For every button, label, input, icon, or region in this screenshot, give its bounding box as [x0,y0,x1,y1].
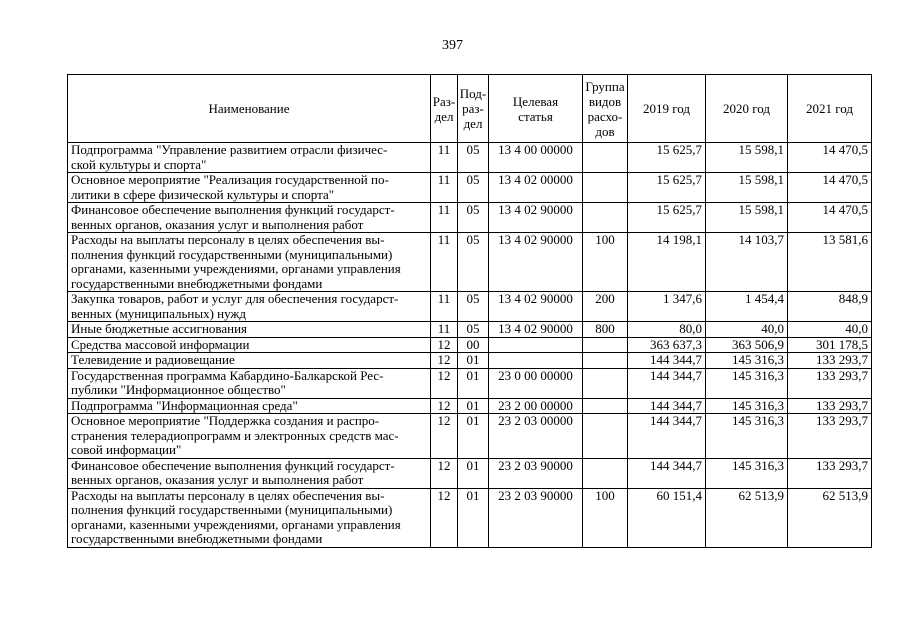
cell-name: Основное мероприятие "Реализация государственной по- литики в сфере физической культуры и спорта" [68,173,431,203]
cell-2021: 13 581,6 [788,233,872,292]
cell-2019: 1 347,6 [628,292,706,322]
cell-2019: 15 625,7 [628,173,706,203]
cell-razdel: 12 [431,414,458,459]
cell-podrazdel: 05 [458,203,489,233]
cell-2019: 60 151,4 [628,488,706,547]
cell-2020: 62 513,9 [706,488,788,547]
table-row [68,414,872,459]
cell-2020: 15 598,1 [706,143,788,173]
header-name: Наименование [68,75,431,143]
table-row [68,337,872,353]
cell-2021: 40,0 [788,322,872,338]
table-body [68,143,872,548]
cell-name: Расходы на выплаты персоналу в целях обеспечения вы- полнения функций государственными (муниципальными) органами, казенными учреждениями, органами управления государственными внебюджетными фондами [68,488,431,547]
cell-razdel: 11 [431,143,458,173]
cell-gruppa [583,337,628,353]
cell-2021: 62 513,9 [788,488,872,547]
cell-podrazdel: 01 [458,488,489,547]
cell-2021: 133 293,7 [788,353,872,369]
cell-2021: 848,9 [788,292,872,322]
cell-2020: 145 316,3 [706,414,788,459]
cell-name: Средства массовой информации [68,337,431,353]
cell-statya: 23 0 00 00000 [489,368,583,398]
cell-2019: 15 625,7 [628,143,706,173]
cell-2021: 14 470,5 [788,173,872,203]
table-row [68,488,872,547]
cell-podrazdel: 00 [458,337,489,353]
cell-razdel: 11 [431,233,458,292]
cell-podrazdel: 05 [458,292,489,322]
table-row [68,143,872,173]
cell-gruppa [583,353,628,369]
cell-2020: 15 598,1 [706,173,788,203]
header-razdel: Раз- дел [431,75,458,143]
cell-gruppa: 100 [583,488,628,547]
cell-2021: 301 178,5 [788,337,872,353]
cell-2020: 15 598,1 [706,203,788,233]
cell-2019: 144 344,7 [628,458,706,488]
cell-2019: 144 344,7 [628,368,706,398]
table-row [68,353,872,369]
cell-podrazdel: 01 [458,458,489,488]
cell-razdel: 11 [431,203,458,233]
cell-podrazdel: 01 [458,414,489,459]
table-row [68,233,872,292]
header-row [68,75,872,143]
header-2020: 2020 год [706,75,788,143]
cell-gruppa [583,368,628,398]
cell-statya: 23 2 03 00000 [489,414,583,459]
cell-name: Подпрограмма "Управление развитием отрасли физичес- ской культуры и спорта" [68,143,431,173]
cell-gruppa [583,143,628,173]
table-row [68,173,872,203]
cell-name: Финансовое обеспечение выполнения функций государст- венных органов, оказания услуг и выполнения работ [68,458,431,488]
header-2021: 2021 год [788,75,872,143]
cell-2019: 14 198,1 [628,233,706,292]
header-gruppa: Группа видов расхо- дов [583,75,628,143]
cell-statya: 13 4 02 90000 [489,292,583,322]
cell-2020: 1 454,4 [706,292,788,322]
cell-2020: 145 316,3 [706,353,788,369]
cell-podrazdel: 05 [458,143,489,173]
cell-2020: 145 316,3 [706,368,788,398]
cell-name: Финансовое обеспечение выполнения функций государст- венных органов, оказания услуг и выполнения работ [68,203,431,233]
cell-razdel: 12 [431,458,458,488]
cell-2021: 14 470,5 [788,143,872,173]
table-row [68,322,872,338]
cell-name: Закупка товаров, работ и услуг для обеспечения государст- венных (муниципальных) нужд [68,292,431,322]
cell-gruppa [583,414,628,459]
cell-2021: 133 293,7 [788,398,872,414]
table-row [68,458,872,488]
cell-podrazdel: 05 [458,173,489,203]
cell-2019: 144 344,7 [628,353,706,369]
table-row [68,292,872,322]
cell-statya: 13 4 02 90000 [489,233,583,292]
cell-podrazdel: 01 [458,353,489,369]
table-row [68,368,872,398]
cell-name: Иные бюджетные ассигнования [68,322,431,338]
cell-2020: 40,0 [706,322,788,338]
cell-2020: 363 506,9 [706,337,788,353]
cell-name: Расходы на выплаты персоналу в целях обеспечения вы- полнения функций государственными (муниципальными) органами, казенными учреждениями, органами управления государственными внебюджетными фондами [68,233,431,292]
cell-2021: 133 293,7 [788,414,872,459]
cell-2020: 145 316,3 [706,458,788,488]
cell-gruppa: 800 [583,322,628,338]
cell-razdel: 12 [431,337,458,353]
header-statya: Целевая статья [489,75,583,143]
cell-2021: 133 293,7 [788,368,872,398]
header-2019: 2019 год [628,75,706,143]
table-row [68,203,872,233]
table-header [68,75,872,143]
cell-statya: 13 4 02 00000 [489,173,583,203]
cell-gruppa [583,458,628,488]
cell-2019: 363 637,3 [628,337,706,353]
cell-statya: 23 2 03 90000 [489,458,583,488]
cell-gruppa: 200 [583,292,628,322]
cell-2019: 144 344,7 [628,414,706,459]
cell-statya [489,337,583,353]
cell-name: Подпрограмма "Информационная среда" [68,398,431,414]
cell-statya: 13 4 02 90000 [489,203,583,233]
cell-name: Основное мероприятие "Поддержка создания и распро- странения телерадиопрограмм и электронных средств мас- совой информации" [68,414,431,459]
cell-2019: 15 625,7 [628,203,706,233]
budget-table [67,74,872,548]
header-podrazdel: Под- раз- дел [458,75,489,143]
cell-name: Государственная программа Кабардино-Балкарской Рес- публики "Информационное общество" [68,368,431,398]
cell-statya [489,353,583,369]
table-row [68,398,872,414]
page-number: 397 [442,38,463,53]
cell-podrazdel: 01 [458,398,489,414]
cell-gruppa [583,203,628,233]
cell-podrazdel: 01 [458,368,489,398]
cell-razdel: 11 [431,173,458,203]
cell-razdel: 12 [431,368,458,398]
cell-2020: 145 316,3 [706,398,788,414]
cell-2021: 133 293,7 [788,458,872,488]
cell-gruppa [583,173,628,203]
cell-name: Телевидение и радиовещание [68,353,431,369]
cell-gruppa [583,398,628,414]
cell-2019: 144 344,7 [628,398,706,414]
cell-razdel: 11 [431,322,458,338]
cell-2020: 14 103,7 [706,233,788,292]
cell-statya: 13 4 02 90000 [489,322,583,338]
cell-razdel: 11 [431,292,458,322]
cell-statya: 23 2 00 00000 [489,398,583,414]
cell-statya: 23 2 03 90000 [489,488,583,547]
cell-razdel: 12 [431,353,458,369]
cell-razdel: 12 [431,488,458,547]
cell-gruppa: 100 [583,233,628,292]
cell-2021: 14 470,5 [788,203,872,233]
cell-2019: 80,0 [628,322,706,338]
cell-razdel: 12 [431,398,458,414]
cell-statya: 13 4 00 00000 [489,143,583,173]
cell-podrazdel: 05 [458,322,489,338]
cell-podrazdel: 05 [458,233,489,292]
